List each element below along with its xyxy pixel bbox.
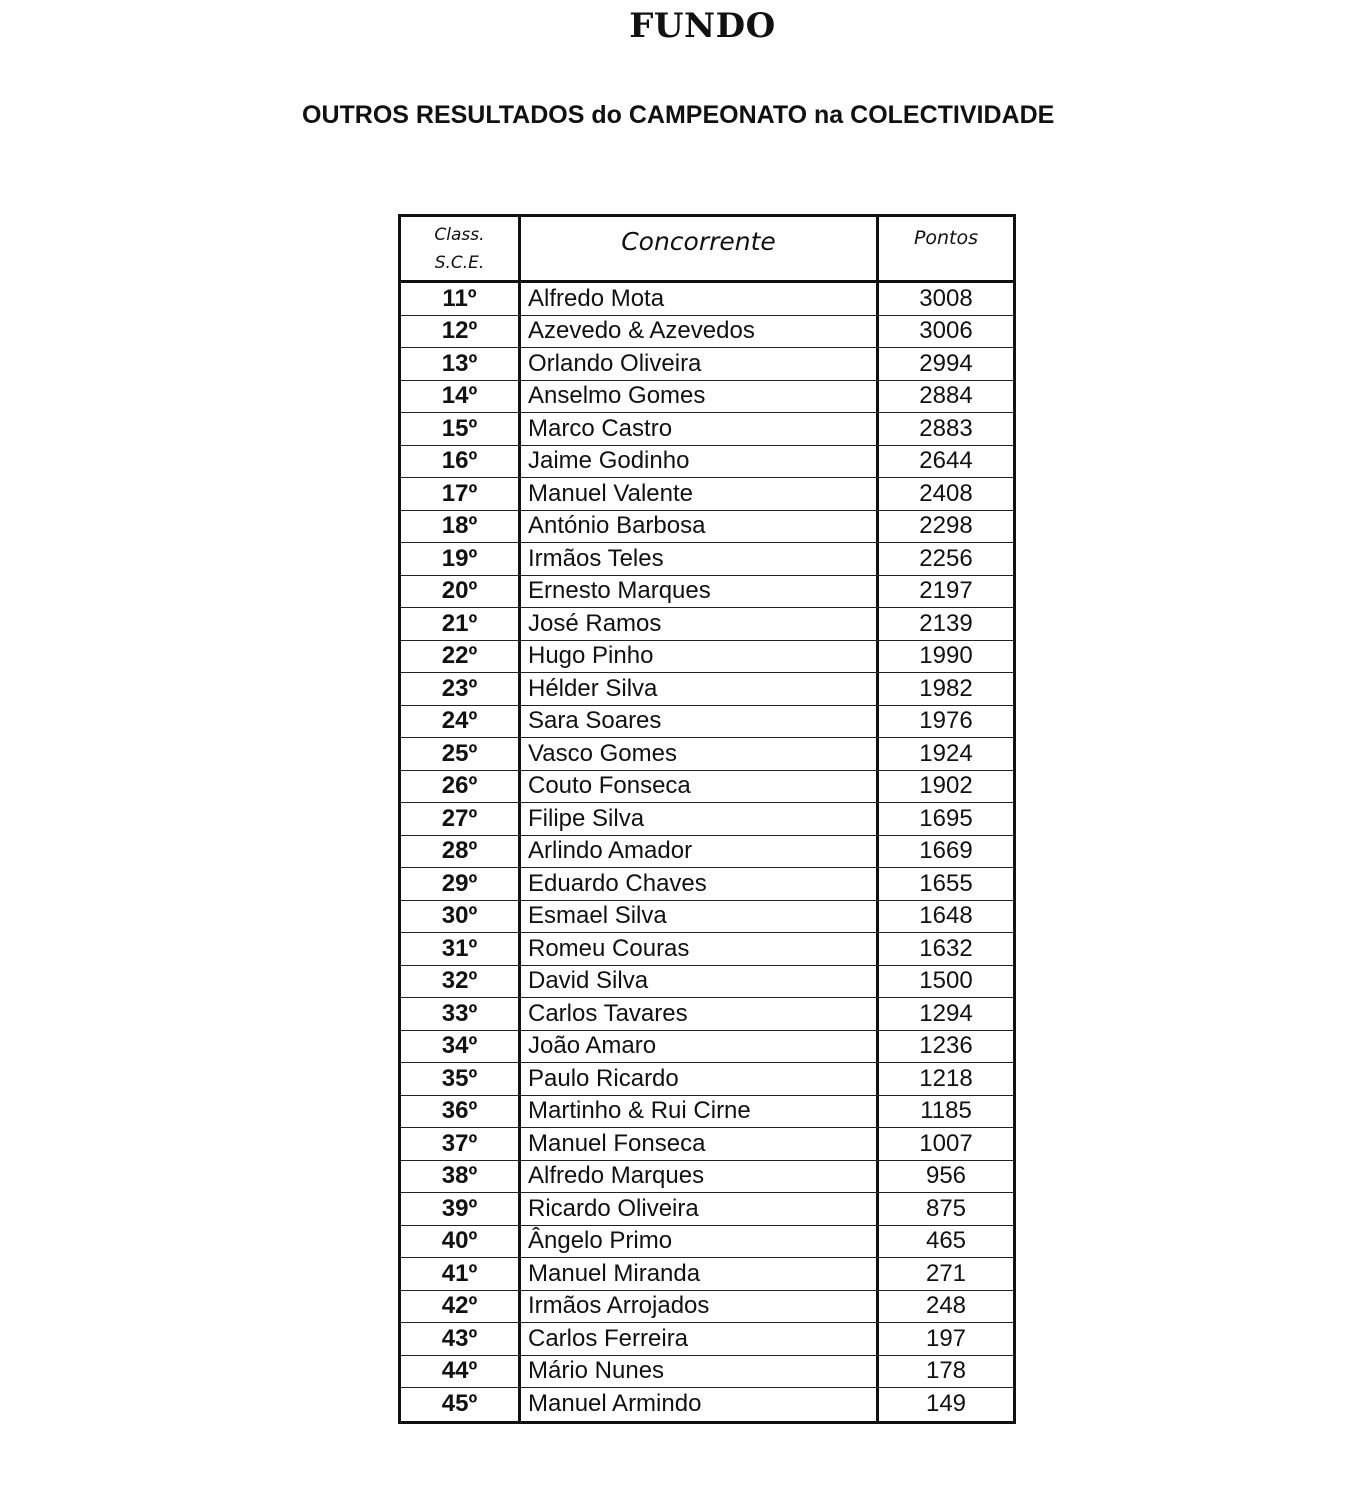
table-row [401,706,1013,739]
row-points: 1007 [919,1129,973,1157]
row-position: 27º [401,803,521,835]
table-row [401,1388,1013,1421]
row-competitor: Romeu Couras [521,933,879,965]
table-row [401,901,1013,934]
row-competitor: Manuel Fonseca [521,1128,879,1160]
row-position: 29º [401,868,521,900]
table-body [401,283,1013,1421]
row-points: 2408 [919,479,973,507]
row-points: 875 [925,1194,967,1222]
row-position: 34º [401,1031,521,1063]
page-subtitle: OUTROS RESULTADOS do CAMPEONATO na COLECTIVIDADE [302,101,1055,129]
row-position: 33º [401,998,521,1030]
row-points: 465 [925,1227,967,1255]
row-position: 16º [401,446,521,478]
table-row [401,771,1013,804]
row-competitor: Ângelo Primo [521,1226,879,1258]
row-points: 1236 [919,1032,973,1060]
row-position: 43º [401,1323,521,1355]
row-competitor: Jaime Godinho [521,446,879,478]
table-row [401,1291,1013,1324]
row-position: 41º [401,1258,521,1290]
table-row [401,1161,1013,1194]
row-points: 3006 [919,317,973,345]
row-points: 3008 [919,284,973,312]
row-points: 2883 [919,414,973,442]
row-points: 149 [925,1390,967,1418]
row-position: 45º [401,1388,521,1421]
row-competitor: José Ramos [521,608,879,640]
row-position: 15º [401,413,521,445]
row-points: 1669 [919,837,973,865]
table-row [401,1096,1013,1129]
row-position: 31º [401,933,521,965]
table-header [401,217,1013,283]
table-row [401,803,1013,836]
row-competitor: João Amaro [521,1031,879,1063]
table-row [401,1258,1013,1291]
table-row [401,576,1013,609]
row-competitor: Eduardo Chaves [521,868,879,900]
row-competitor: Arlindo Amador [521,836,879,868]
row-competitor: Orlando Oliveira [521,348,879,380]
row-position: 28º [401,836,521,868]
row-points: 1655 [919,869,973,897]
row-position: 22º [401,641,521,673]
table-row [401,1356,1013,1389]
row-points: 2644 [919,447,973,475]
row-position: 32º [401,966,521,998]
row-position: 25º [401,738,521,770]
row-competitor: Irmãos Arrojados [521,1291,879,1323]
table-row [401,413,1013,446]
row-competitor: António Barbosa [521,511,879,543]
row-points: 1218 [919,1064,973,1092]
table-row [401,641,1013,674]
header-class-line2: S.C.E. [434,253,485,273]
row-points: 1924 [919,739,973,767]
row-competitor: Carlos Tavares [521,998,879,1030]
row-position: 12º [401,316,521,348]
row-competitor: Couto Fonseca [521,771,879,803]
row-points: 1902 [919,772,973,800]
row-position: 30º [401,901,521,933]
table-row [401,1063,1013,1096]
table-row [401,1128,1013,1161]
row-competitor: Sara Soares [521,706,879,738]
row-competitor: Alfredo Mota [521,283,879,315]
row-competitor: Esmael Silva [521,901,879,933]
row-position: 38º [401,1161,521,1193]
table-row [401,608,1013,641]
header-class-line1: Class. [434,225,485,245]
row-competitor: Alfredo Marques [521,1161,879,1193]
row-competitor: Irmãos Teles [521,543,879,575]
table-row [401,998,1013,1031]
row-position: 26º [401,771,521,803]
row-position: 36º [401,1096,521,1128]
table-row [401,1323,1013,1356]
row-competitor: Manuel Valente [521,478,879,510]
row-competitor: Hélder Silva [521,673,879,705]
row-points: 2139 [919,609,973,637]
row-competitor: Ernesto Marques [521,576,879,608]
row-position: 35º [401,1063,521,1095]
row-competitor: Manuel Armindo [521,1388,879,1421]
row-competitor: Hugo Pinho [521,641,879,673]
row-position: 17º [401,478,521,510]
row-competitor: Vasco Gomes [521,738,879,770]
row-position: 37º [401,1128,521,1160]
row-position: 39º [401,1193,521,1225]
row-competitor: Azevedo & Azevedos [521,316,879,348]
row-position: 21º [401,608,521,640]
table-row [401,348,1013,381]
table-row [401,868,1013,901]
header-points: Pontos [913,227,979,249]
row-points: 2884 [919,382,973,410]
row-points: 1648 [919,902,973,930]
row-points: 2256 [919,544,973,572]
table-row [401,966,1013,999]
row-competitor: Carlos Ferreira [521,1323,879,1355]
row-points: 1294 [919,999,973,1027]
row-position: 44º [401,1356,521,1388]
table-row [401,381,1013,414]
row-competitor: Anselmo Gomes [521,381,879,413]
table-row [401,511,1013,544]
row-points: 197 [925,1324,967,1352]
row-points: 956 [925,1162,967,1190]
table-row [401,836,1013,869]
table-row [401,543,1013,576]
row-competitor: Paulo Ricardo [521,1063,879,1095]
row-position: 24º [401,706,521,738]
page-title: FUNDO [629,6,776,46]
table-row [401,933,1013,966]
table-row [401,738,1013,771]
row-position: 23º [401,673,521,705]
results-table [398,214,1016,1424]
row-points: 1500 [919,967,973,995]
row-competitor: Filipe Silva [521,803,879,835]
table-row [401,1193,1013,1226]
row-points: 2298 [919,512,973,540]
table-row [401,316,1013,349]
row-points: 1185 [920,1097,972,1125]
row-position: 11º [401,283,521,315]
row-position: 18º [401,511,521,543]
row-competitor: Martinho & Rui Cirne [521,1096,879,1128]
row-position: 20º [401,576,521,608]
row-position: 19º [401,543,521,575]
header-class [401,217,521,280]
row-points: 1990 [919,642,973,670]
row-competitor: Manuel Miranda [521,1258,879,1290]
row-points: 1632 [919,934,973,962]
header-competitor: Concorrente [521,217,879,280]
row-position: 40º [401,1226,521,1258]
table-row [401,673,1013,706]
row-points: 2197 [919,577,973,605]
row-position: 42º [401,1291,521,1323]
table-row [401,1226,1013,1259]
table-row [401,478,1013,511]
row-competitor: Mário Nunes [521,1356,879,1388]
table-row [401,446,1013,479]
row-points: 1695 [919,804,973,832]
row-points: 1982 [919,674,973,702]
row-points: 2994 [919,349,973,377]
row-competitor: David Silva [521,966,879,998]
row-points: 248 [925,1292,967,1320]
table-row [401,283,1013,316]
row-competitor: Ricardo Oliveira [521,1193,879,1225]
row-points: 271 [925,1259,967,1287]
table-row [401,1031,1013,1064]
row-points: 1976 [919,707,973,735]
row-competitor: Marco Castro [521,413,879,445]
row-position: 13º [401,348,521,380]
row-points: 178 [925,1357,967,1385]
row-position: 14º [401,381,521,413]
